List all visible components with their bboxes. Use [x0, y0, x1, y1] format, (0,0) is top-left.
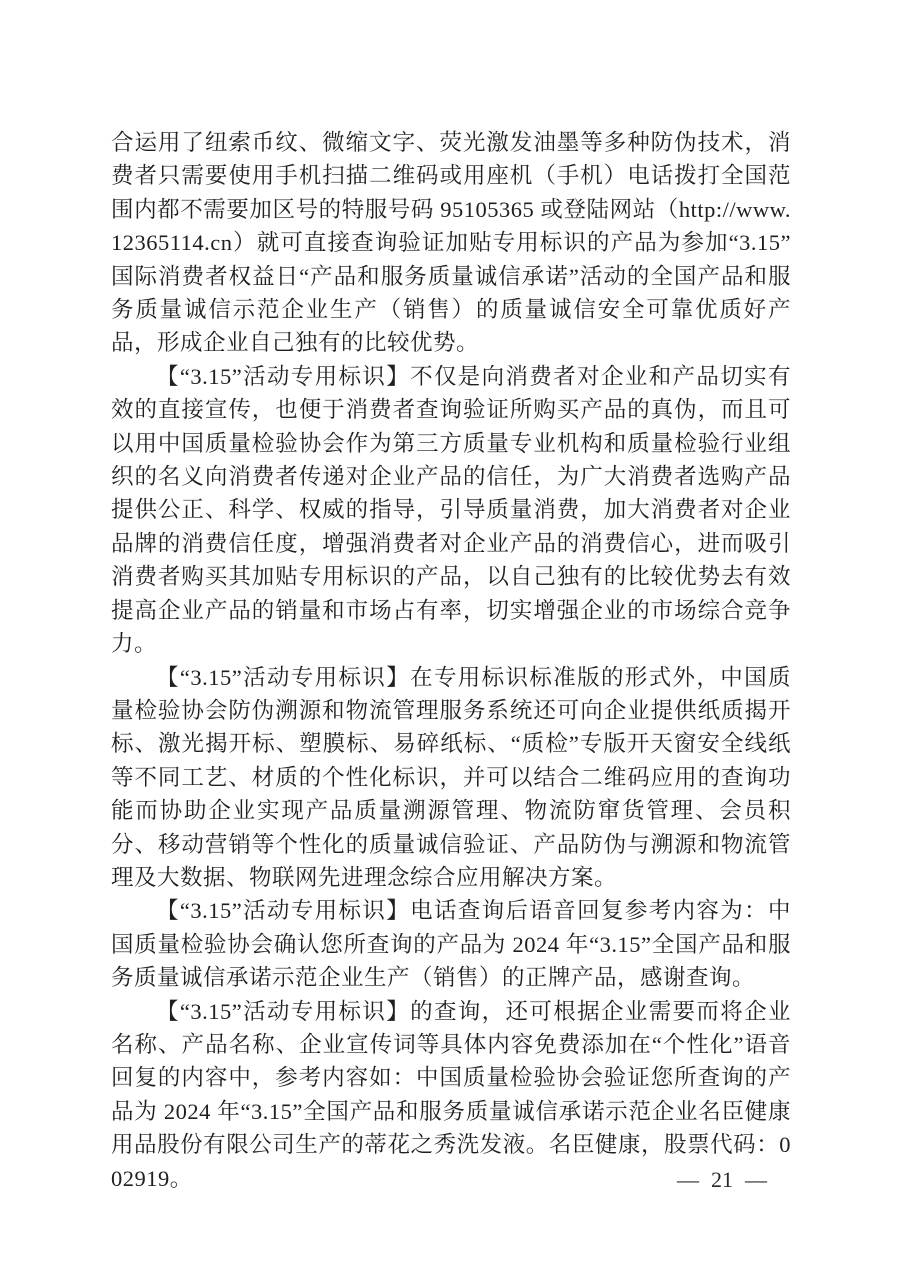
body-paragraph: 【“3.15”活动专用标识】不仅是向消费者对企业和产品切实有效的直接宣传，也便于消费者查询验证所购买产品的真伪，而且可以用中国质量检验协会作为第三方质量专业机构和质量检验行业组织的名义向消费者传递对企业产品的信任，为广大消费者选购产品提供公正、科学、权威的指导，引导质量消费，加大消费者对企业品牌的消费信任度，增强消费者对企业产品的消费信心，进而吸引消费者购买其加贴专用标识的产品，以自己独有的比较优势去有效提高企业产品的销量和市场占有率，切实增强企业的市场综合竞争力。 [111, 363, 791, 657]
page-number-dash-right: — [745, 1167, 767, 1192]
page-number [677, 1167, 767, 1193]
body-paragraph: 【“3.15”活动专用标识】的查询，还可根据企业需要而将企业名称、产品名称、企业宣传词等具体内容免费添加在“个性化”语音回复的内容中，参考内容如：中国质量检验协会验证您所查询的产品为 2024 年“3.15”全国产品和服务质量诚信承诺示范企业名臣健康用品股份有限公司生产的蒂花之秀洗发液。名臣健康，股票代码：002919。 [111, 998, 791, 1191]
page-number-dash-left: — [677, 1167, 699, 1192]
body-paragraph: 【“3.15”活动专用标识】电话查询后语音回复参考内容为：中国质量检验协会确认您所查询的产品为 2024 年“3.15”全国产品和服务质量诚信承诺示范企业生产（销售）的正牌产品，感谢查询。 [111, 898, 791, 991]
body-paragraph: 合运用了纽索币纹、微缩文字、荧光激发油墨等多种防伪技术，消费者只需要使用手机扫描二维码或用座机（手机）电话拨打全国范围内都不需要加区号的特服号码 95105365 或登陆网站（http://www.12365114.cn）就可直接查询验证加贴专用标识的产品为参加“3.15”国际消费者权益日“产品和服务质量诚信承诺”活动的全国产品和服务质量诚信示范企业生产（销售）的质量诚信安全可靠优质好产品，形成企业自己独有的比较优势。 [111, 130, 791, 356]
page-number-value: 21 [711, 1167, 733, 1192]
body-paragraph: 【“3.15”活动专用标识】在专用标识标准版的形式外，中国质量检验协会防伪溯源和物流管理服务系统还可向企业提供纸质揭开标、激光揭开标、塑膜标、易碎纸标、“质检”专版开天窗安全线纸等不同工艺、材质的个性化标识，并可以结合二维码应用的查询功能而协助企业实现产品质量溯源管理、物流防窜货管理、会员积分、移动营销等个性化的质量诚信验证、产品防伪与溯源和物流管理及大数据、物联网先进理念综合应用解决方案。 [111, 664, 791, 890]
page-body-text [111, 126, 791, 1195]
